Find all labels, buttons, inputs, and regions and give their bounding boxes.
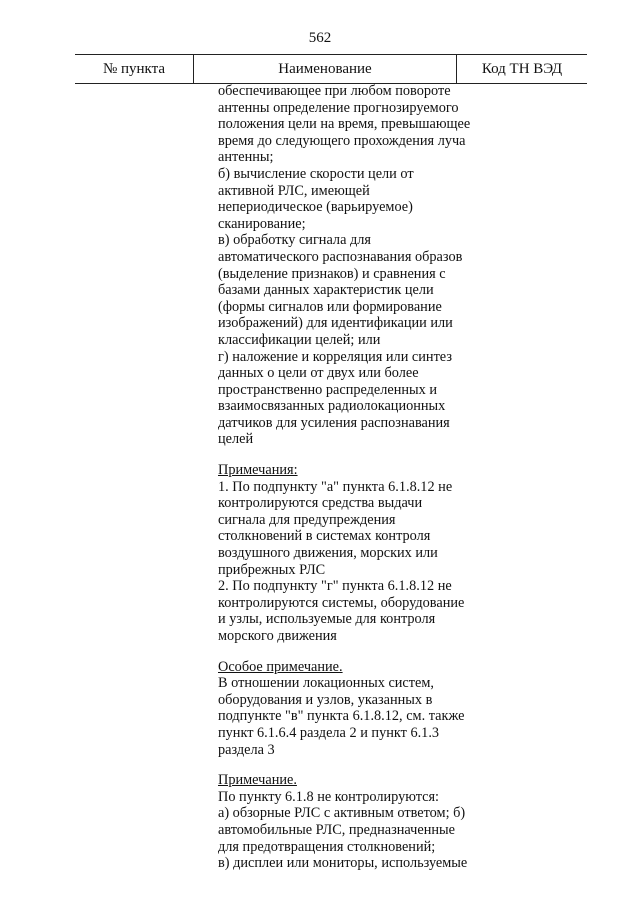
text-line: антенны определение прогнозируемого bbox=[218, 99, 459, 116]
column-header-name: Наименование bbox=[194, 55, 457, 83]
text-line: (формы сигналов или формирование bbox=[218, 298, 442, 315]
text-line: базами данных характеристик цели bbox=[218, 282, 434, 299]
text-line: По пункту 6.1.8 не контролируются: bbox=[218, 788, 440, 805]
text-line: (выделение признаков) и сравнения с bbox=[218, 265, 446, 282]
text-line: пункт 6.1.6.4 раздела 2 и пункт 6.1.3 bbox=[218, 724, 440, 741]
text-line: взаимосвязанных радиолокационных bbox=[218, 398, 446, 415]
text-line: воздушного движения, морских или bbox=[218, 545, 438, 562]
text-line: морского движения bbox=[218, 628, 337, 644]
text-line: столкновений в системах контроля bbox=[218, 528, 431, 545]
text-line: время до следующего прохождения луча bbox=[218, 132, 466, 149]
note-block bbox=[218, 772, 466, 872]
main-text-block bbox=[218, 83, 471, 448]
notes-block bbox=[218, 462, 466, 645]
text-line: положения цели на время, превышающее bbox=[218, 116, 471, 133]
text-line: В отношении локационных систем, bbox=[218, 675, 434, 692]
table-header bbox=[75, 54, 587, 84]
text-line: данных о цели от двух или более bbox=[218, 365, 419, 382]
text-line: г) наложение и корреляция или синтез bbox=[218, 348, 452, 365]
text-line: пространственно распределенных и bbox=[218, 381, 438, 398]
text-line: сканирование; bbox=[218, 215, 306, 232]
text-line: активной РЛС, имеющей bbox=[218, 182, 370, 199]
text-line: в) обработку сигнала для bbox=[218, 232, 371, 249]
text-line: контролируются средства выдачи bbox=[218, 495, 423, 512]
text-line: и узлы, используемые для контроля bbox=[218, 611, 436, 628]
text-line: изображений) для идентификации или bbox=[218, 315, 453, 332]
text-line: непериодическое (варьируемое) bbox=[218, 199, 413, 216]
text-line: обеспечивающее при любом повороте bbox=[218, 83, 451, 99]
text-line: 2. По подпункту "г" пункта 6.1.8.12 не bbox=[218, 578, 452, 595]
text-line: б) вычисление скорости цели от bbox=[218, 165, 414, 182]
page-number: 562 bbox=[308, 30, 332, 46]
text-line: автомобильные РЛС, предназначенные bbox=[218, 821, 455, 838]
column-header-code: Код ТН ВЭД bbox=[481, 60, 563, 77]
text-line: контролируются системы, оборудование bbox=[218, 594, 465, 611]
special-note-block bbox=[218, 659, 466, 759]
notes-heading: Примечания: bbox=[218, 462, 298, 479]
special-note-heading: Особое примечание. bbox=[218, 658, 343, 675]
note-heading: Примечание. bbox=[218, 772, 297, 789]
text-line: а) обзорные РЛС с активным ответом; б) bbox=[218, 805, 466, 822]
text-line: автоматического распознавания образов bbox=[218, 248, 463, 265]
text-line: оборудования и узлов, указанных в bbox=[218, 691, 433, 708]
text-line: сигнала для предупреждения bbox=[218, 511, 396, 528]
text-line: классификации целей; или bbox=[218, 331, 381, 348]
text-line: 1. По подпункту "а" пункта 6.1.8.12 не bbox=[218, 478, 453, 495]
text-line: антенны; bbox=[218, 149, 274, 166]
text-line: в) дисплеи или мониторы, используемые bbox=[218, 855, 468, 872]
column-header-item-number: № пункта bbox=[75, 55, 194, 83]
text-line: раздела 3 bbox=[218, 741, 275, 758]
text-line: прибрежных РЛС bbox=[218, 561, 326, 578]
text-line: датчиков для усиления распознавания bbox=[218, 414, 450, 431]
text-line: целей bbox=[218, 431, 254, 448]
name-column-content bbox=[218, 83, 471, 872]
text-line: подпункте "в" пункта 6.1.8.12, см. также bbox=[218, 708, 465, 725]
text-line: для предотвращения столкновений; bbox=[218, 838, 436, 855]
